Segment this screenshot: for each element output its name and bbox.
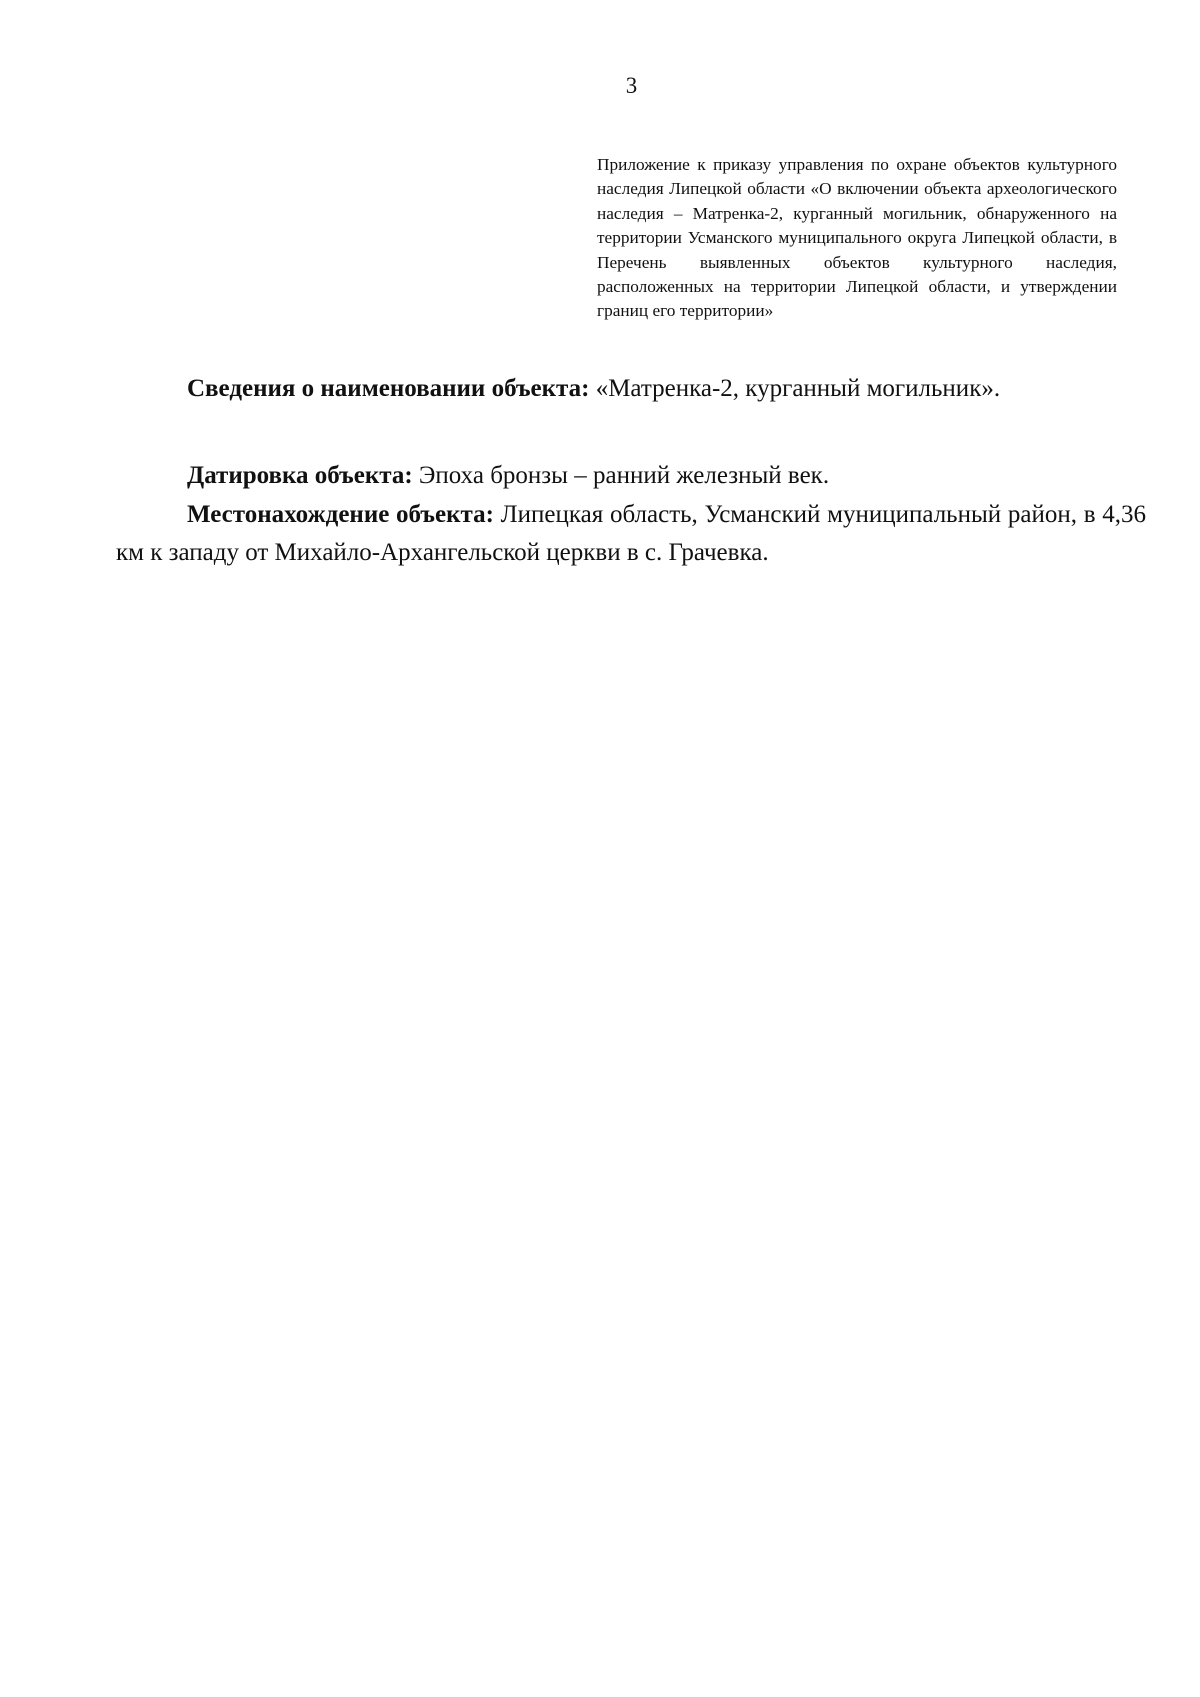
object-location-value: Липецкая область, Усманский муниципальный район, в 4,36 км к западу от Михайло-Архангельской церкви в с. Грачевка. <box>116 501 1146 566</box>
object-name-label: Сведения о наименовании объекта: <box>187 375 590 402</box>
appendix-note: Приложение к приказу управления по охране объектов культурного наследия Липецкой области «О включении объекта археологического наследия – Матренка-2, курганный могильник, обнаруженного на территории Усманского муниципального округа Липецкой области, в Перечень выявленных объектов культурного наследия, расположенных на территории Липецкой области, и утверждении границ его территории» <box>597 155 1117 321</box>
object-dating-label: Датировка объекта: <box>187 462 413 489</box>
object-location-paragraph <box>116 496 1146 572</box>
object-name-value: «Матренка-2, курганный могильник». <box>589 375 1001 402</box>
object-location-label: Местонахождение объекта: <box>187 501 494 528</box>
page-number: 3 <box>625 73 638 98</box>
object-dating-paragraph <box>116 457 1146 495</box>
object-dating-value: Эпоха бронзы – ранний железный век. <box>412 462 830 489</box>
object-name-paragraph <box>116 370 1146 408</box>
